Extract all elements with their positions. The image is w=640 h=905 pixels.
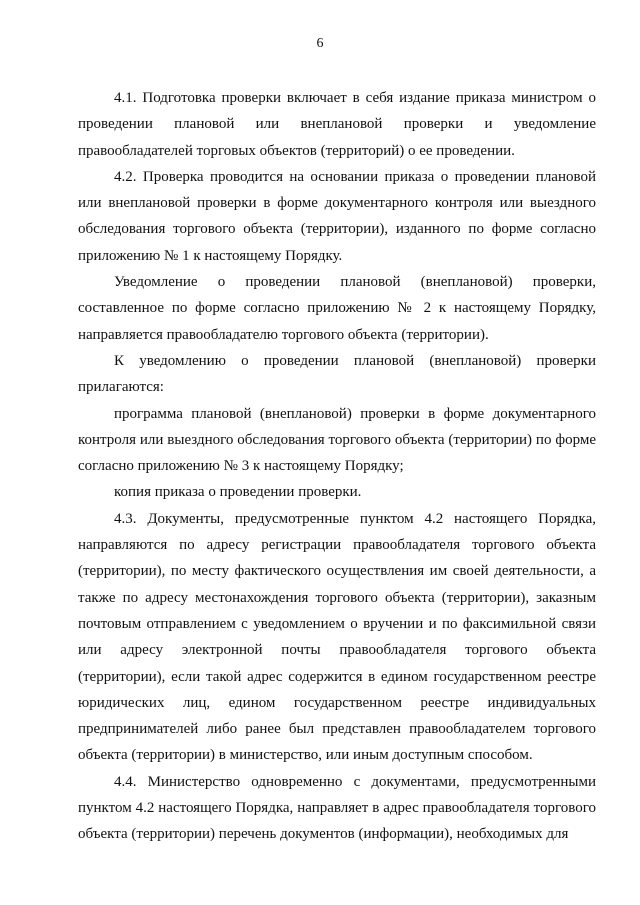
- paragraph-4-2: 4.2. Проверка проводится на основании приказа о проведении плановой или внеплановой проверки в форме документарного контроля или выездного обследования торгового объекта (территории), изданного по форме согласно приложению № 1 к настоящему Порядку.: [78, 168, 596, 264]
- paragraph-attachment-order-copy: копия приказа о проведении проверки.: [114, 484, 362, 501]
- paragraph-attachments-intro: К уведомлению о проведении плановой (внеплановой) проверки прилагаются:: [78, 352, 596, 396]
- page-number: 6: [316, 36, 324, 51]
- paragraph-4-1: 4.1. Подготовка проверки включает в себя издание приказа министром о проведении плановой или внеплановой проверки и уведомление правообладателей торговых объектов (территорий) о ее проведении.: [78, 90, 596, 159]
- document-body: [78, 85, 596, 848]
- paragraph-4-3: 4.3. Документы, предусмотренные пунктом 4.2 настоящего Порядка, направляются по адресу регистрации правообладателя торгового объекта (территории), по месту фактического осуществления им своей деятельности, а также по адресу местонахождения торгового объекта (территории), заказным почтовым отправлением с уведомлением о вручении и по факсимильной связи или адресу электронной почты правообладателя торгового объекта (территории), если такой адрес содержится в едином государственном реестре юридических лиц, едином государственном реестре индивидуальных предпринимателей либо ранее был представлен правообладателем торгового объекта (территории) в министерство, или иным доступным способом.: [78, 510, 596, 764]
- paragraph-attachment-program: программа плановой (внеплановой) проверки в форме документарного контроля или выездного обследования торгового объекта (территории) по форме согласно приложению № 3 к настоящему Порядку;: [78, 405, 596, 475]
- paragraph-4-4: 4.4. Министерство одновременно с документами, предусмотренными пунктом 4.2 настоящего Порядка, направляет в адрес правообладателя торгового объекта (территории) перечень документов (информации), необходимых для: [78, 773, 596, 843]
- paragraph-notification: Уведомление о проведении плановой (внеплановой) проверки, составленное по форме согласно приложению № 2 к настоящему Порядку, направляется правообладателю торгового объекта (территории).: [78, 274, 596, 343]
